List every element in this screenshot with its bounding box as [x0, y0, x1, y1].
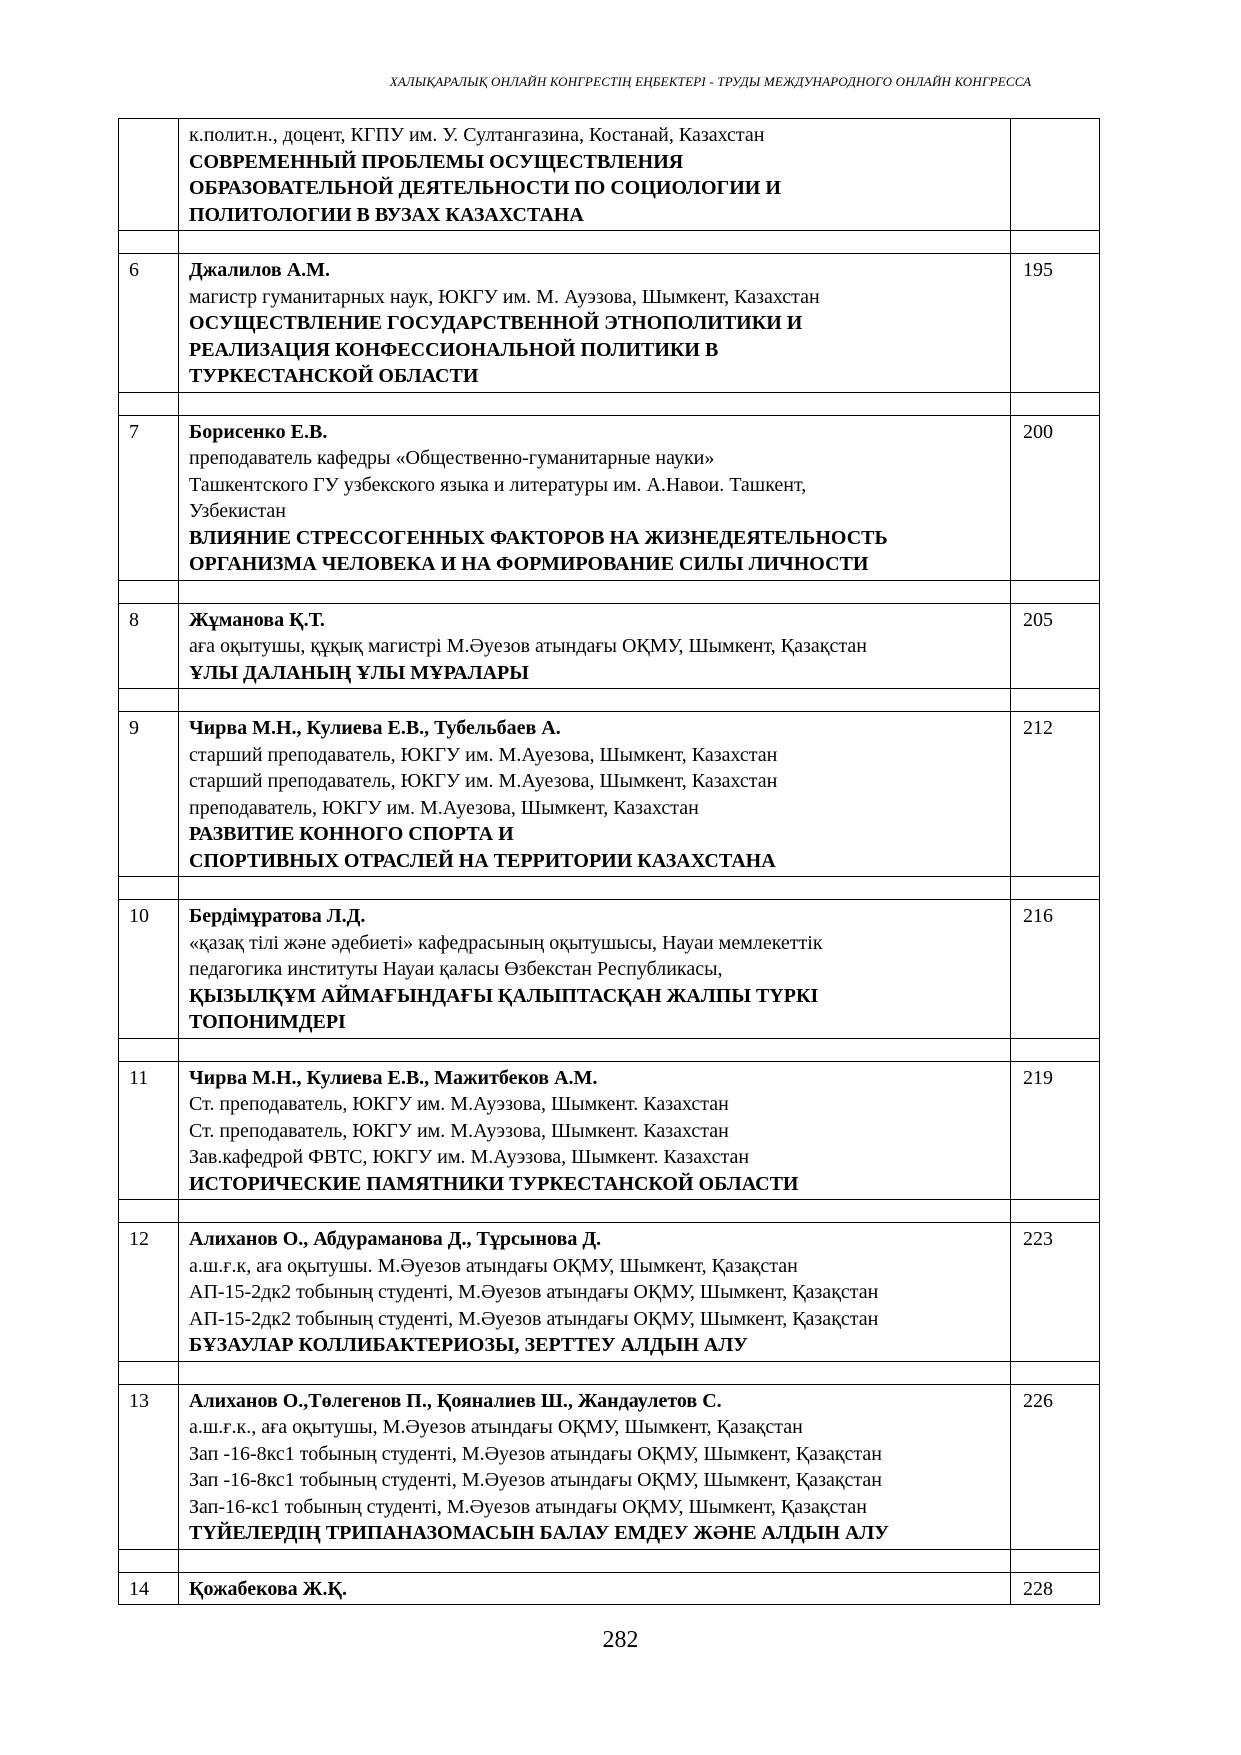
spacer-row	[119, 392, 1100, 415]
entry-page: 205	[1011, 603, 1100, 689]
page-number: 282	[602, 1627, 639, 1653]
entry-title-line: СОВРЕМЕННЫЙ ПРОБЛЕМЫ ОСУЩЕСТВЛЕНИЯ	[189, 150, 684, 173]
entry-title-line: ИСТОРИЧЕСКИЕ ПАМЯТНИКИ ТУРКЕСТАНСКОЙ ОБЛАСТИ	[189, 1172, 799, 1195]
entry-title-line: ВЛИЯНИЕ СТРЕССОГЕННЫХ ФАКТОРОВ НА ЖИЗНЕДЕЯТЕЛЬНОСТЬ	[189, 526, 888, 549]
entry-affiliation: педагогика институты Науаи қаласы Өзбекстан Республикасы,	[189, 958, 723, 980]
entry-row	[119, 712, 1100, 877]
spacer-cell	[179, 1361, 1011, 1384]
spacer-row	[119, 1200, 1100, 1223]
entry-affiliation: Ст. преподаватель, ЮКГУ им. М.Ауэзова, Шымкент. Казахстан	[189, 1093, 729, 1115]
spacer-cell	[119, 1038, 179, 1061]
entry-title-line: БҰЗАУЛАР КОЛЛИБАКТЕРИОЗЫ, ЗЕРТТЕУ АЛДЫН АЛУ	[189, 1334, 748, 1356]
entry-authors: Жұманова Қ.Т.	[189, 608, 325, 631]
entry-affiliation: старший преподаватель, ЮКГУ им. М.Ауезова, Шымкент, Казахстан	[189, 770, 778, 792]
entry-affiliation: а.ш.ғ.к., аға оқытушы, М.Әуезов атындағы ОҚМУ, Шымкент, Қазақстан	[189, 1416, 803, 1438]
entry-body	[179, 254, 1011, 393]
spacer-cell	[179, 1549, 1011, 1572]
spacer-cell	[179, 580, 1011, 603]
entry-title-line: ҰЛЫ ДАЛАНЫҢ ҰЛЫ МҰРАЛАРЫ	[189, 661, 529, 684]
entry-authors: Чирва М.Н., Кулиева Е.В., Тубельбаев А.	[189, 717, 561, 739]
entry-number: 12	[119, 1223, 179, 1362]
spacer-cell	[1011, 1361, 1100, 1384]
entry-title-line: РАЗВИТИЕ КОННОГО СПОРТА И	[189, 823, 514, 845]
entry-page: 212	[1011, 712, 1100, 877]
entry-row	[119, 119, 1100, 231]
entry-number: 11	[119, 1061, 179, 1200]
entry-body	[179, 712, 1011, 877]
entry-row	[119, 1223, 1100, 1362]
spacer-row	[119, 1361, 1100, 1384]
entry-page: 226	[1011, 1384, 1100, 1549]
entry-title-line: РЕАЛИЗАЦИЯ КОНФЕССИОНАЛЬНОЙ ПОЛИТИКИ В	[189, 338, 719, 361]
entry-title-line: ТОПОНИМДЕРІ	[189, 1011, 346, 1033]
entry-page: 216	[1011, 900, 1100, 1039]
entry-body	[179, 603, 1011, 689]
entry-title-line: ОРГАНИЗМА ЧЕЛОВЕКА И НА ФОРМИРОВАНИЕ СИЛЫ ЛИЧНОСТИ	[189, 553, 869, 575]
entry-body	[179, 1384, 1011, 1549]
entry-row	[119, 1384, 1100, 1549]
spacer-cell	[179, 231, 1011, 254]
spacer-cell	[1011, 392, 1100, 415]
spacer-row	[119, 1038, 1100, 1061]
entry-number: 7	[119, 415, 179, 580]
entry-affiliation: Зав.кафедрой ФВТС, ЮКГУ им. М.Ауэзова, Шымкент. Казахстан	[189, 1146, 750, 1168]
entry-affiliation: Зап -16-8кс1 тобының студенті, М.Әуезов атындағы ОҚМУ, Шымкент, Қазақстан	[189, 1442, 882, 1465]
entry-page: 223	[1011, 1223, 1100, 1362]
entry-affiliation: а.ш.ғ.к, аға оқытушы. М.Әуезов атындағы ОҚМУ, Шымкент, Қазақстан	[189, 1254, 798, 1277]
entry-title-line: ТҮЙЕЛЕРДІҢ ТРИПАНАЗОМАСЫН БАЛАУ ЕМДЕУ ЖӘНЕ АЛДЫН АЛУ	[189, 1522, 889, 1544]
entry-row	[119, 603, 1100, 689]
entry-page	[1011, 119, 1100, 231]
entry-number: 8	[119, 603, 179, 689]
entry-title-line: СПОРТИВНЫХ ОТРАСЛЕЙ НА ТЕРРИТОРИИ КАЗАХСТАНА	[189, 849, 776, 872]
spacer-cell	[1011, 231, 1100, 254]
entry-number: 6	[119, 254, 179, 393]
entry-affiliation: АП-15-2дк2 тобының студенті, М.Әуезов атындағы ОҚМУ, Шымкент, Қазақстан	[189, 1307, 879, 1330]
entry-body	[179, 900, 1011, 1039]
entry-page: 228	[1011, 1572, 1100, 1605]
spacer-cell	[179, 1200, 1011, 1223]
entry-affiliation: преподаватель кафедры «Общественно-гуманитарные науки»	[189, 447, 715, 469]
spacer-cell	[179, 1038, 1011, 1061]
spacer-row	[119, 1549, 1100, 1572]
entry-authors: Қожабекова Ж.Қ.	[189, 1577, 347, 1600]
entry-body	[179, 119, 1011, 231]
spacer-cell	[1011, 580, 1100, 603]
entry-affiliation: Ст. преподаватель, ЮКГУ им. М.Ауэзова, Шымкент. Казахстан	[189, 1119, 729, 1142]
spacer-cell	[119, 231, 179, 254]
entry-number: 13	[119, 1384, 179, 1549]
spacer-row	[119, 580, 1100, 603]
spacer-cell	[119, 1549, 179, 1572]
entry-page: 219	[1011, 1061, 1100, 1200]
spacer-row	[119, 877, 1100, 900]
entry-title-line: ПОЛИТОЛОГИИ В ВУЗАХ КАЗАХСТАНА	[189, 203, 584, 226]
spacer-cell	[179, 877, 1011, 900]
running-header	[0, 74, 1241, 90]
entry-affiliation: к.полит.н., доцент, КГПУ им. У. Султангазина, Костанай, Казахстан	[189, 124, 765, 146]
entry-body	[179, 1061, 1011, 1200]
entry-page: 195	[1011, 254, 1100, 393]
entry-row	[119, 1061, 1100, 1200]
entry-affiliation: преподаватель, ЮКГУ им. М.Ауезова, Шымкент, Казахстан	[189, 796, 699, 819]
spacer-row	[119, 231, 1100, 254]
spacer-cell	[1011, 1549, 1100, 1572]
entry-number: 9	[119, 712, 179, 877]
entry-authors: Борисенко Е.В.	[189, 420, 328, 443]
entry-body	[179, 1572, 1011, 1605]
entry-body	[179, 415, 1011, 580]
entry-row	[119, 900, 1100, 1039]
spacer-cell	[1011, 689, 1100, 712]
entry-authors: Джалилов А.М.	[189, 259, 331, 281]
entry-body	[179, 1223, 1011, 1362]
entry-title-line: ОСУЩЕСТВЛЕНИЕ ГОСУДАРСТВЕННОЙ ЭТНОПОЛИТИКИ И	[189, 312, 803, 334]
entry-title-line: ОБРАЗОВАТЕЛЬНОЙ ДЕЯТЕЛЬНОСТИ ПО СОЦИОЛОГИИ И	[189, 177, 781, 199]
entry-affiliation: Ташкентского ГУ узбекского языка и литературы им. А.Навои. Ташкент,	[189, 473, 807, 496]
running-header-text: ХАЛЫҚАРАЛЫҚ ОНЛАЙН КОНГРЕСТІҢ ЕҢБЕКТЕРІ - ТРУДЫ МЕЖДУНАРОДНОГО ОНЛАЙН КОНГРЕССА	[389, 74, 1032, 89]
entry-affiliation: Зап-16-кс1 тобының студенті, М.Әуезов атындағы ОҚМУ, Шымкент, Қазақстан	[189, 1495, 867, 1518]
entry-row	[119, 415, 1100, 580]
entry-page: 200	[1011, 415, 1100, 580]
entry-affiliation: магистр гуманитарных наук, ЮКГУ им. М. Ауэзова, Шымкент, Казахстан	[189, 285, 820, 308]
spacer-cell	[179, 689, 1011, 712]
entry-row	[119, 254, 1100, 393]
spacer-row	[119, 689, 1100, 712]
entry-affiliation: Зап -16-8кс1 тобының студенті, М.Әуезов атындағы ОҚМУ, Шымкент, Қазақстан	[189, 1469, 882, 1491]
entry-authors: Алиханов О.,Төлегенов П., Қояналиев Ш., Жандаулетов С.	[189, 1389, 722, 1412]
entry-authors: Чирва М.Н., Кулиева Е.В., Мажитбеков А.М.	[189, 1066, 598, 1089]
entry-affiliation: «қазақ тілі және әдебиеті» кафедрасының оқытушысы, Науаи мемлекеттік	[189, 931, 823, 954]
spacer-cell	[1011, 1200, 1100, 1223]
entry-affiliation: АП-15-2дк2 тобының студенті, М.Әуезов атындағы ОҚМУ, Шымкент, Қазақстан	[189, 1281, 879, 1303]
entry-number: 14	[119, 1572, 179, 1605]
spacer-cell	[119, 1200, 179, 1223]
entry-number	[119, 119, 179, 231]
entry-title-line: ҚЫЗЫЛҚҰМ АЙМАҒЫНДАҒЫ ҚАЛЫПТАСҚАН ЖАЛПЫ ТҮРКІ	[189, 984, 819, 1007]
entry-number: 10	[119, 900, 179, 1039]
spacer-cell	[119, 392, 179, 415]
spacer-cell	[179, 392, 1011, 415]
entry-affiliation: Узбекистан	[189, 500, 286, 522]
entry-affiliation: старший преподаватель, ЮКГУ им. М.Ауезова, Шымкент, Казахстан	[189, 743, 778, 766]
spacer-cell	[119, 580, 179, 603]
entry-affiliation: аға оқытушы, құқық магистрі М.Әуезов атындағы ОҚМУ, Шымкент, Қазақстан	[189, 635, 867, 657]
entry-title-line: ТУРКЕСТАНСКОЙ ОБЛАСТИ	[189, 365, 479, 387]
spacer-cell	[1011, 1038, 1100, 1061]
spacer-cell	[119, 1361, 179, 1384]
contents-table	[118, 118, 1100, 1605]
spacer-cell	[1011, 877, 1100, 900]
entry-authors: Бердімұратова Л.Д.	[189, 905, 366, 927]
spacer-cell	[119, 689, 179, 712]
entry-row	[119, 1572, 1100, 1605]
entry-authors: Алиханов О., Абдураманова Д., Тұрсынова Д.	[189, 1228, 602, 1250]
spacer-cell	[119, 877, 179, 900]
